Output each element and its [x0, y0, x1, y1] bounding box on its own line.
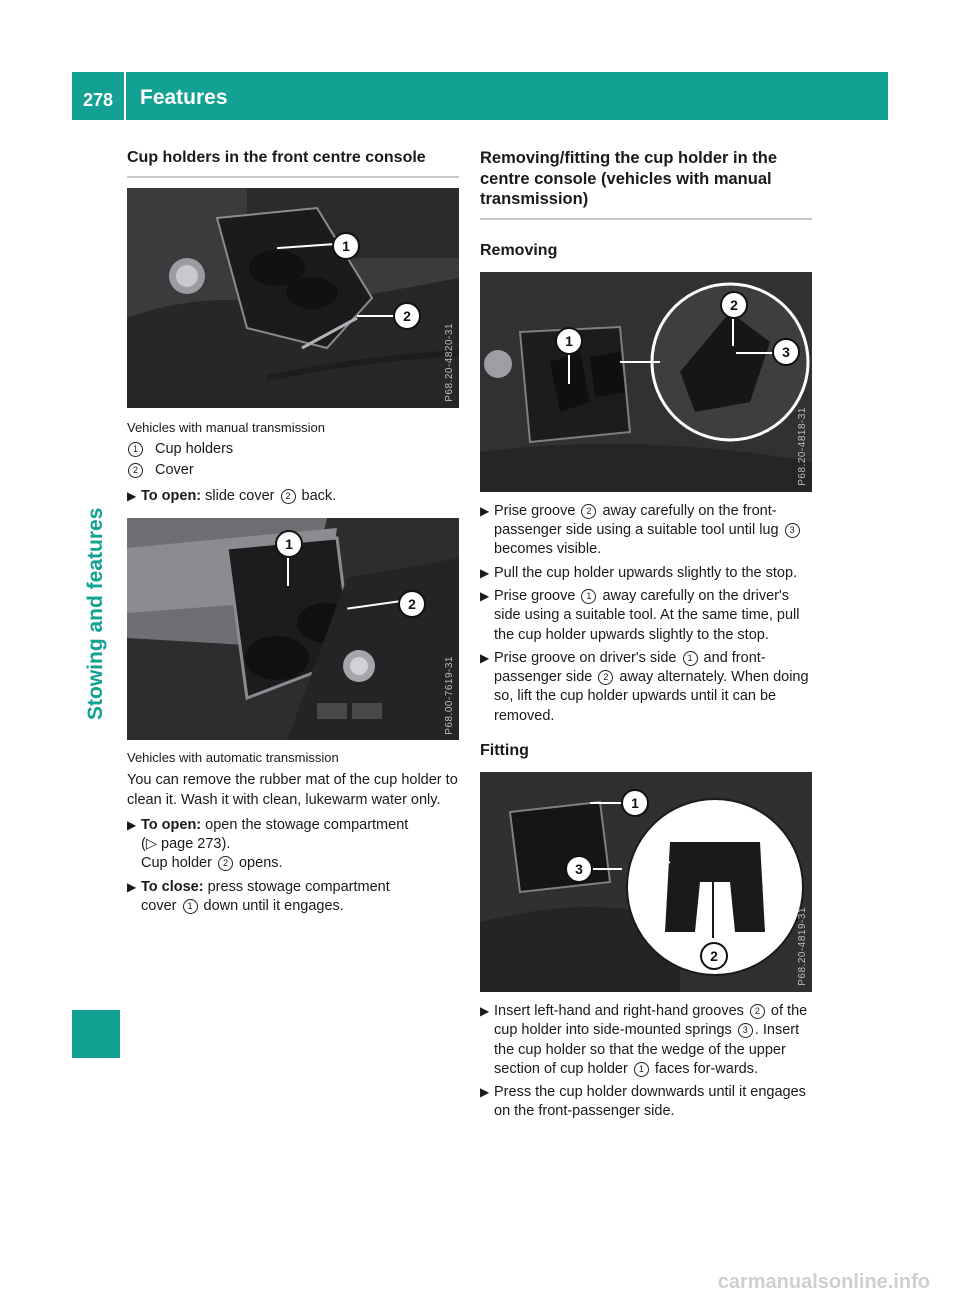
callout-1: 1: [275, 530, 303, 558]
legend-number: 1: [128, 442, 143, 457]
chapter-title: Features: [140, 86, 228, 109]
step-arrow-icon: ▶: [480, 1003, 490, 1018]
callout-leader-1: [568, 350, 570, 384]
step-arrow-icon: ▶: [480, 650, 490, 665]
callout-2: 2: [700, 942, 728, 970]
callout-leader-1: [287, 554, 289, 586]
figure-code: P68.20-4820-31: [444, 323, 455, 402]
step-text: Prise groove on driver's side 1 and front-passenger side 2 away alternately. When doing so, lift the cup holder upwards until it can be removed.: [494, 649, 809, 724]
figure-automatic-cup-holder: [127, 518, 459, 740]
watermark: carmanualsonline.info: [717, 1271, 930, 1293]
right-column: [480, 148, 812, 1122]
step-text: Pull the cup holder upwards slightly to the stop.: [494, 564, 798, 581]
step-open-compartment: [127, 816, 459, 874]
callout-2: 2: [393, 302, 421, 330]
callout-2: 2: [398, 590, 426, 618]
section-heading-cup-holders: Cup holders in the front centre console: [127, 148, 459, 178]
callout-leader-3: [736, 352, 776, 354]
subheading-removing: Removing: [480, 241, 558, 259]
figure-code: P68.20-4818-31: [797, 407, 808, 486]
callout-leader-3: [592, 868, 622, 870]
cleaning-paragraph: You can remove the rubber mat of the cup holder to clean it. Wash it with clean, lukewarm water only.: [127, 772, 458, 808]
removing-steps: [480, 502, 812, 726]
figure-code: P68.00-7619-31: [444, 655, 455, 735]
step-text: Insert left-hand and right-hand grooves 2 of the cup holder into side-mounted springs 3 . Insert the cup holder so that the wedge of the upper section of cup holder 1 faces for-wards.: [494, 1002, 808, 1077]
figure-manual-cup-holder: [127, 188, 459, 408]
callout-leader-2: [712, 882, 714, 938]
step-arrow-icon: ▶: [480, 503, 490, 518]
callout-3: 3: [565, 855, 593, 883]
figure-caption-automatic: Vehicles with automatic transmission: [127, 750, 339, 766]
legend-label: Cover: [155, 462, 194, 479]
step-text: Prise groove 2 away carefully on the front-passenger side using a suitable tool until lug 3 becomes visible.: [494, 502, 812, 560]
step-open-cover: [127, 487, 459, 506]
fitting-step-1: [480, 1002, 812, 1079]
figure-removing: [480, 272, 812, 492]
figure-fitting: [480, 772, 812, 992]
step-arrow-icon: ▶: [127, 817, 137, 832]
step-arrow-icon: ▶: [480, 1085, 490, 1100]
side-tab: [72, 140, 120, 1010]
removing-step-2: [480, 564, 812, 583]
subheading-fitting: Fitting: [480, 741, 529, 759]
callout-leader-2: [357, 315, 397, 317]
step-arrow-icon: ▶: [127, 879, 137, 894]
step-text: Prise groove 1 away carefully on the driver's side using a suitable tool. At the same time, pull the cup holder upwards slightly to the stop.: [494, 588, 800, 643]
callout-leader-1: [590, 802, 622, 804]
page-reference-link[interactable]: (▷ page 273).: [141, 836, 231, 853]
step-arrow-icon: ▶: [480, 589, 490, 603]
legend-item-1: [127, 439, 459, 460]
page-number: 278: [72, 72, 126, 120]
callout-1: 1: [621, 789, 649, 817]
side-tab-marker: [72, 1010, 120, 1058]
removing-step-1: [480, 502, 812, 560]
fitting-steps: [480, 1002, 812, 1122]
legend-label: Cup holders: [155, 441, 234, 457]
callout-3: 3: [772, 338, 800, 366]
step-text: To open: slide cover 2 back.: [141, 488, 337, 505]
step-arrow-icon: ▶: [127, 489, 137, 504]
callout-2: 2: [720, 291, 748, 319]
console-illustration: [127, 188, 459, 408]
section-heading-removing-fitting: Removing/fitting the cup holder in the centre console (vehicles with manual transmission): [480, 148, 812, 220]
step-text: To open: open the stowage compartment (▷ page 273). Cup holder 2 opens.: [141, 816, 409, 872]
figure-caption-manual: Vehicles with manual transmission: [127, 420, 325, 435]
side-tab-label: Stowing and features: [84, 507, 107, 720]
legend-number: 2: [128, 463, 143, 478]
step-text: To close: press stowage compartment cover 1 down until it engages.: [141, 878, 390, 914]
removing-step-3: [480, 587, 812, 645]
page-header: [72, 72, 888, 120]
step-arrow-icon: ▶: [480, 565, 490, 580]
removing-step-4: [480, 649, 812, 726]
removing-illustration: [480, 272, 812, 492]
figure-code: P68.20-4819-31: [797, 907, 808, 986]
legend-item-2: [127, 460, 459, 481]
left-column: [127, 148, 459, 916]
step-close-compartment: [127, 878, 459, 917]
callout-leader-2: [732, 316, 734, 346]
step-text: Press the cup holder downwards until it engages on the front-passenger side.: [494, 1084, 806, 1120]
fitting-step-2: [480, 1083, 812, 1122]
callout-1: 1: [332, 232, 360, 260]
callout-1: 1: [555, 327, 583, 355]
